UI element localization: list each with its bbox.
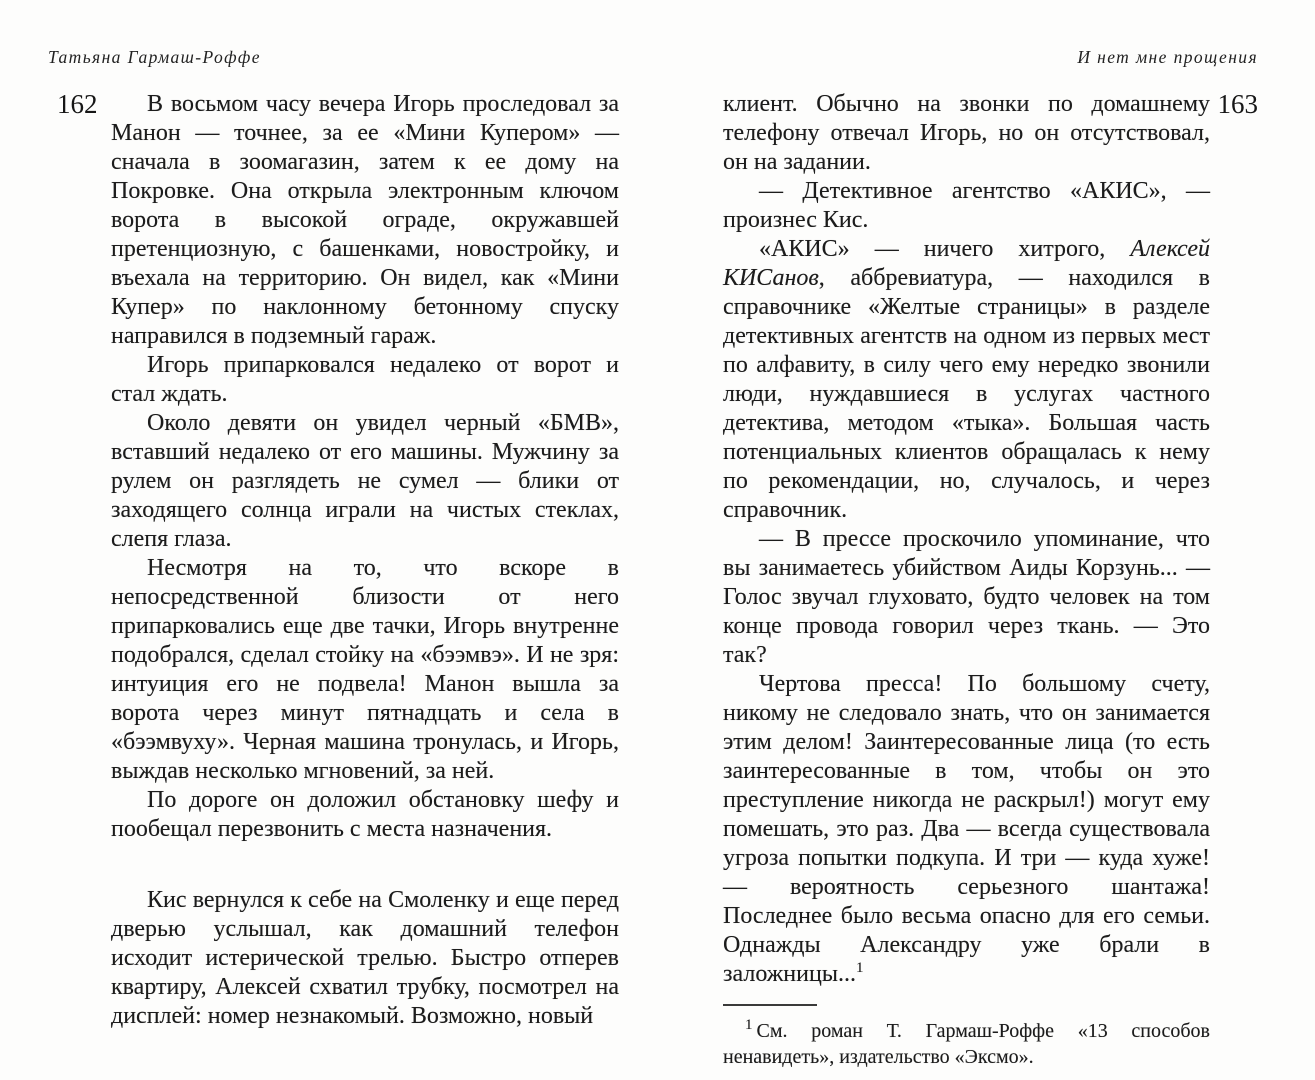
paragraph: По дороге он доложил обстановку шефу и пообещал перезвонить с места назначения. bbox=[111, 787, 619, 842]
footnote bbox=[723, 1018, 1210, 1070]
paragraph: В восьмом часу вечера Игорь проследовал за Манон — точнее, за ее «Мини Купером» — сначала в зоомагазин, затем к ее дому на Покровке. Она открыла электронным ключом ворота в высокой ограде, окружавшей претенциозную, с башенками, новостройку, и въехала на территорию. Он видел, как «Мини Купер» по наклонному бетонному спуску направился в подземный гараж. bbox=[111, 91, 619, 349]
paragraph: Несмотря на то, что вскоре в непосредственной близости от него припарковались еще две тачки, Игорь внутренне подобрался, сделал стойку на «бээмвэ». И не зря: интуиция его не подвела! Манон вышла за ворота через минут пятнадцать и села в «бээмвуху». Черная машина тронулась, и Игорь, выждав несколько мгновений, за ней. bbox=[111, 555, 619, 784]
paragraph-text: , аббревиатура, — находился в справочнике «Желтые страницы» в разделе детективных агентств на одном из первых мест по алфавиту, в силу чего ему нередко звонили люди, нуждавшиеся в услугах частного детектива, методом «тыка». Большая часть потенциальных клиентов обращалась к нему по рекомендации, но, случалось, и через справочник. bbox=[723, 265, 1210, 523]
right-page-text-column bbox=[723, 90, 1210, 1070]
paragraph: клиент. Обычно на звонки по домашнему телефону отвечал Игорь, но он отсутствовал, он на задании. bbox=[723, 91, 1210, 175]
paragraph-text: «АКИС» — ничего хитрого, bbox=[759, 236, 1131, 262]
page-number-left: 162 bbox=[57, 89, 98, 119]
left-page-text-column bbox=[111, 90, 619, 1031]
paragraph-text-italic: Алексей КИСанов bbox=[723, 236, 1210, 291]
paragraph: Кис вернулся к себе на Смоленку и еще перед дверью услышал, как домашний телефон исходит истерической трелью. Быстро отперев квартиру, Алексей схватил трубку, посмотрел на дисплей: номер незнакомый. Возможно, новый bbox=[111, 887, 619, 1029]
running-header-author: Татьяна Гармаш-Роффе bbox=[48, 47, 261, 67]
footnote-reference: 1 bbox=[855, 960, 864, 976]
paragraph-text: Чертова пресса! По большому счету, никому не следовало знать, что он занимается этим делом! Заинтересованные лица (то есть заинтересованные в том, чтобы он это преступление никогда не раскрыл!) могут ему помешать, это раз. Два — всегда существовала угроза попытки подкупа. И три — куда хуже! — вероятность серьезного шантажа! Последнее было весьма опасно для его семьи. Однажды Александру уже брали в заложницы... bbox=[723, 671, 1210, 987]
paragraph: — Детективное агентство «АКИС», — произнес Кис. bbox=[723, 178, 1210, 233]
footnote-marker: 1 bbox=[745, 1017, 753, 1034]
paragraph: Игорь припарковался недалеко от ворот и стал ждать. bbox=[111, 352, 619, 407]
paragraph bbox=[723, 670, 1210, 989]
running-header-title: И нет мне прощения bbox=[1077, 47, 1258, 67]
paragraph bbox=[723, 235, 1210, 525]
footnote-divider bbox=[723, 1004, 817, 1006]
footnote-text: См. роман Т. Гармаш-Роффе «13 способов ненавидеть», издательство «Эксмо». bbox=[723, 1020, 1210, 1068]
page-number-right: 163 bbox=[1217, 89, 1258, 119]
paragraph: Около девяти он увидел черный «БМВ», вставший недалеко от его машины. Мужчину за рулем он разглядеть не сумел — блики от заходящего солнца играли на чистых стеклах, слепя глаза. bbox=[111, 410, 619, 552]
paragraph: — В прессе проскочило упоминание, что вы занимаетесь убийством Аиды Корзунь... — Голос звучал глуховато, будто человек на том конце провода говорил через ткань. — Это так? bbox=[723, 526, 1210, 668]
